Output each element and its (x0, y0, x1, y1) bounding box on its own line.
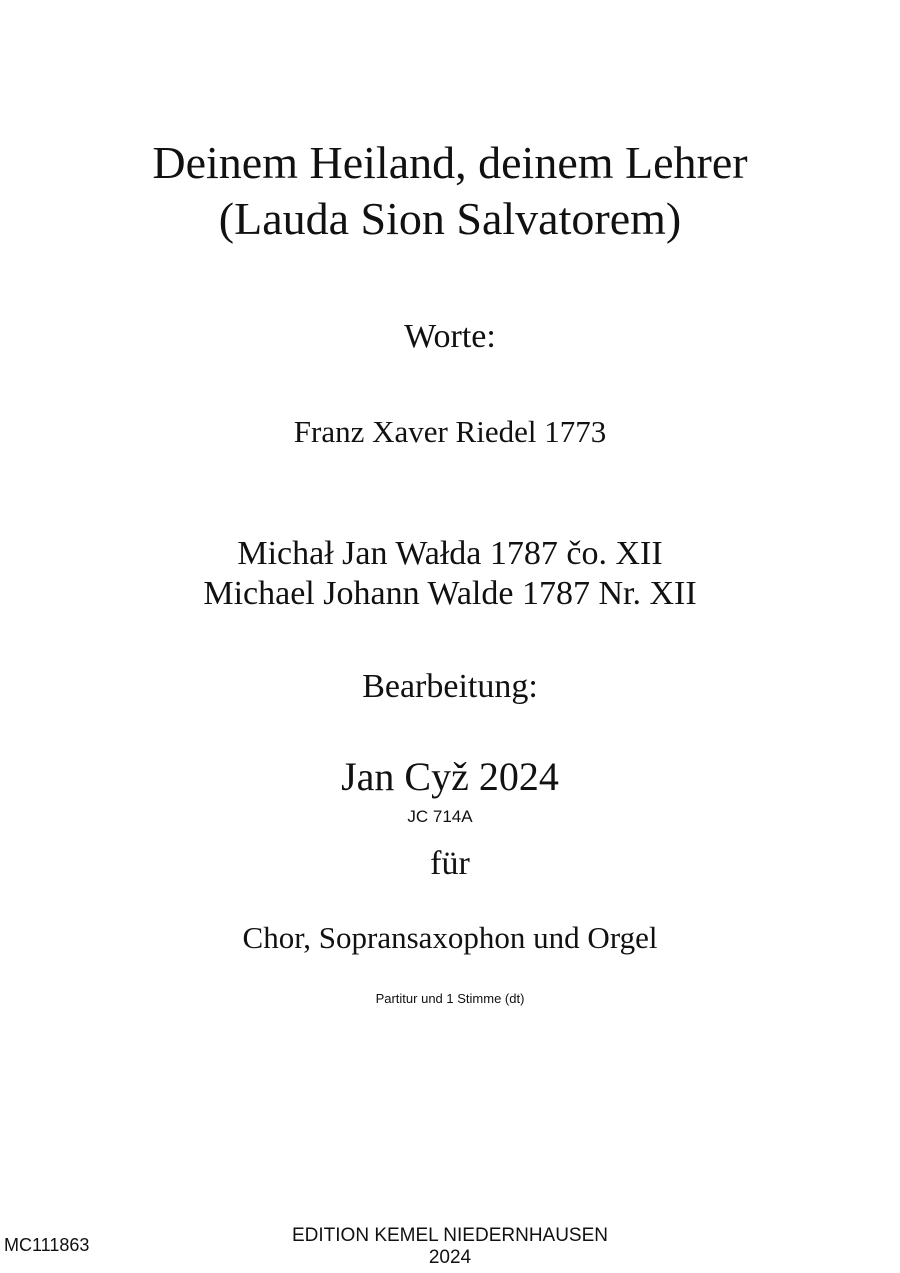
parts-note: Partitur und 1 Stimme (dt) (375, 991, 525, 1006)
instrumentation: Chor, Sopransaxophon und Orgel (242, 920, 658, 955)
catalog-number-line (0, 808, 900, 825)
composer-german: Michael Johann Walde 1787 Nr. XII (203, 575, 697, 612)
publisher-name: EDITION KEMEL NIEDERNHAUSEN (291, 1225, 608, 1246)
title-line-1: Deinem Heiland, deinem Lehrer (152, 137, 748, 188)
publication-year: 2024 (428, 1247, 472, 1268)
catalog-number: JC 714A (407, 807, 473, 826)
composer-polish: Michał Jan Wałda 1787 čo. XII (237, 535, 663, 572)
for-label: für (430, 845, 470, 882)
arranger-name: Jan Cyž 2024 (341, 754, 559, 799)
arrangement-label: Bearbeitung: (362, 668, 538, 705)
words-label: Worte: (404, 318, 496, 355)
item-number: MC111863 (4, 1235, 90, 1255)
text-author: Franz Xaver Riedel 1773 (293, 414, 607, 449)
title-line-2: (Lauda Sion Salvatorem) (218, 193, 682, 244)
